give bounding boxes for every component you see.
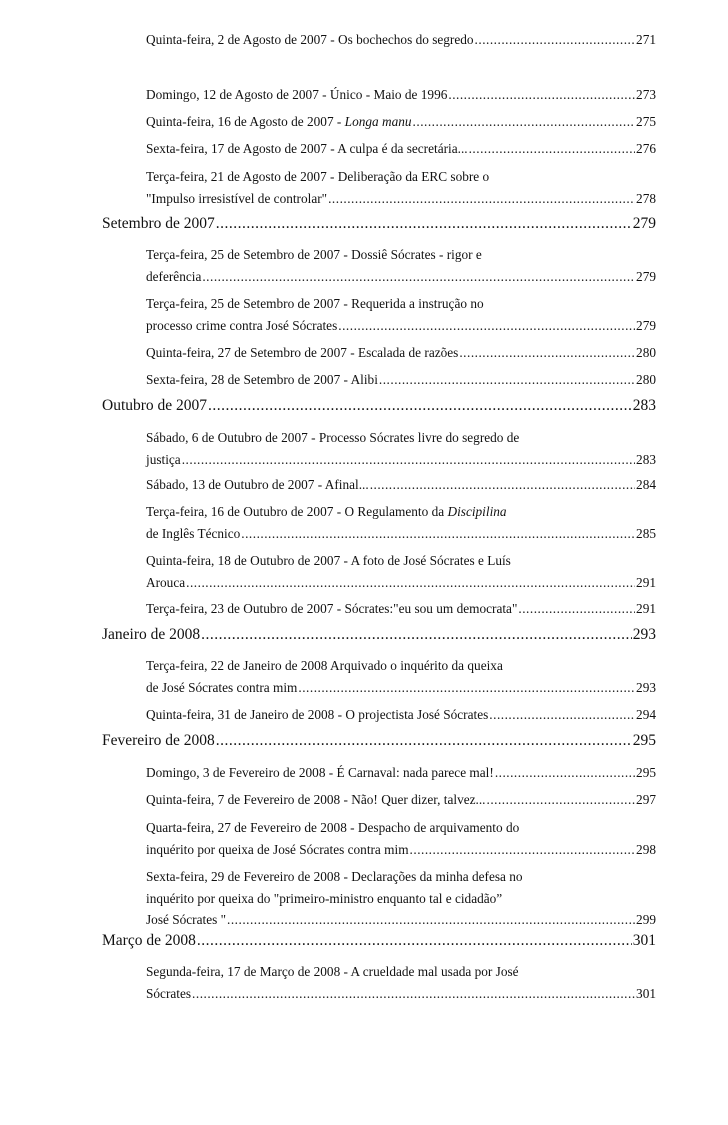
- entry-text: Sexta-feira, 17 de Agosto de 2007 - A culpa é da secretária...: [146, 141, 468, 156]
- entry-text: Domingo, 12 de Agosto de 2007 - Único - Maio de 1996: [146, 87, 448, 102]
- toc-entry-line: [146, 369, 656, 391]
- toc-entry-line: [146, 909, 656, 931]
- dot-leader: [298, 677, 635, 699]
- entry-title-text: [146, 762, 494, 784]
- entry-text: Quinta-feira, 27 de Setembro de 2007 - Escalada de razões: [146, 345, 459, 360]
- entry-page-number: 280: [636, 372, 656, 387]
- entry-title-text: [146, 550, 511, 572]
- entry-italic-text: Longa manu: [344, 114, 412, 129]
- section-page-number: 283: [632, 397, 656, 414]
- toc-entry-line: [146, 983, 656, 1005]
- dot-leader: [208, 397, 632, 415]
- toc-entry-line: [146, 449, 656, 471]
- entry-page-number: 284: [636, 477, 656, 492]
- toc-entry[interactable]: [146, 166, 656, 209]
- dot-leader: [202, 266, 635, 288]
- dot-leader: [489, 704, 635, 726]
- entry-text: Terça-feira, 25 de Setembro de 2007 - Dossiê Sócrates - rigor e: [146, 247, 482, 262]
- entry-title-text: [146, 266, 201, 288]
- toc-entry-line: [146, 961, 656, 983]
- toc-entry-line: [146, 888, 656, 910]
- section-page-number: 301: [632, 932, 656, 949]
- entry-text: Sábado, 13 de Outubro de 2007 - Afinal...: [146, 477, 369, 492]
- entry-title-text: [146, 111, 412, 133]
- entry-title-text: [146, 342, 458, 364]
- toc-entry[interactable]: [146, 111, 656, 133]
- entry-title-text: [146, 474, 369, 496]
- entry-page-number: 299: [636, 912, 656, 927]
- toc-entry-line: [146, 523, 656, 545]
- entry-italic-text: Discipilina: [447, 504, 507, 519]
- toc-entry[interactable]: [146, 427, 656, 470]
- toc-entry[interactable]: [146, 29, 656, 51]
- dot-leader: [410, 839, 636, 861]
- dot-leader: [216, 215, 632, 233]
- entry-title-text: [146, 84, 447, 106]
- entry-title-text: [146, 704, 488, 726]
- entry-title-text: [146, 598, 517, 620]
- dot-leader: [379, 369, 635, 391]
- entry-title-text: [146, 166, 489, 188]
- dot-leader: [197, 932, 632, 950]
- entry-text: Terça-feira, 23 de Outubro de 2007 - Sócrates:"eu sou um democrata": [146, 601, 518, 616]
- section-title: Março de 2008: [102, 932, 196, 949]
- toc-entry-line: [146, 550, 656, 572]
- entry-text: justiça: [146, 451, 181, 467]
- toc-section-heading[interactable]: [102, 932, 656, 950]
- toc-entry-line: [146, 762, 656, 784]
- toc-entry[interactable]: [146, 866, 656, 931]
- toc-entry-line: [146, 188, 656, 210]
- entry-text: Terça-feira, 16 de Outubro de 2007 - O Regulamento da: [146, 504, 448, 519]
- entry-page-number: 283: [636, 451, 656, 467]
- toc-entry[interactable]: [146, 244, 656, 287]
- section-title: Setembro de 2007: [102, 215, 215, 232]
- dot-leader: [216, 732, 632, 750]
- toc-entry-line: [146, 315, 656, 337]
- toc-entry[interactable]: [146, 961, 656, 1004]
- entry-text: inquérito por queixa de José Sócrates contra mim: [146, 841, 409, 857]
- entry-title-text: [146, 29, 474, 51]
- toc-entry-line: [146, 427, 656, 449]
- entry-page-number: 295: [636, 765, 656, 780]
- toc-entry-line: [146, 29, 656, 51]
- entry-title-text: [146, 961, 519, 983]
- toc-entry-line: [146, 266, 656, 288]
- toc-entry[interactable]: [146, 598, 656, 620]
- toc-entry[interactable]: [146, 817, 656, 860]
- entry-text: Sócrates: [146, 985, 192, 1001]
- entry-text: processo crime contra José Sócrates: [146, 317, 338, 333]
- entry-title-text: [146, 655, 503, 677]
- dot-leader: [448, 84, 635, 106]
- entry-text: Sexta-feira, 29 de Fevereiro de 2008 - Declarações da minha defesa no: [146, 869, 523, 884]
- entry-text: Quinta-feira, 31 de Janeiro de 2008 - O projectista José Sócrates: [146, 707, 489, 722]
- toc-section-heading[interactable]: [102, 215, 656, 233]
- entry-title-text: [146, 427, 519, 449]
- toc-section-heading[interactable]: [102, 397, 656, 415]
- entry-page-number: 291: [636, 601, 656, 616]
- toc-entry-line: [146, 839, 656, 861]
- entry-text: José Sócrates ": [146, 912, 227, 927]
- toc-entry[interactable]: [146, 762, 656, 784]
- toc-entry-line: [146, 704, 656, 726]
- toc-entry-line: [146, 293, 656, 315]
- entry-title-text: [146, 293, 484, 315]
- toc-entry-line: [146, 572, 656, 594]
- entry-title-text: [146, 839, 409, 861]
- toc-entry-line: [146, 111, 656, 133]
- entry-text: "Impulso irresistível de controlar": [146, 190, 328, 206]
- toc-entry[interactable]: [146, 655, 656, 698]
- entry-title-text: [146, 572, 185, 594]
- entry-text: deferência: [146, 268, 202, 284]
- dot-leader: [518, 598, 635, 620]
- entry-page-number: 279: [636, 317, 656, 333]
- entry-title-text: [146, 449, 181, 471]
- section-title: Fevereiro de 2008: [102, 732, 215, 749]
- toc-entry-line: [146, 474, 656, 496]
- dot-leader: [241, 523, 635, 545]
- toc-entry[interactable]: [146, 138, 656, 160]
- toc-section-heading[interactable]: [102, 732, 656, 750]
- section-page-number: 295: [632, 732, 656, 749]
- entry-text: de José Sócrates contra mim: [146, 679, 298, 695]
- toc-entry[interactable]: [146, 84, 656, 106]
- dot-leader: [475, 29, 636, 51]
- entry-title-text: [146, 677, 297, 699]
- toc-entry-line: [146, 501, 656, 523]
- entry-title-text: [146, 315, 337, 337]
- entry-text: Arouca: [146, 574, 186, 590]
- entry-page-number: 297: [636, 792, 656, 807]
- entry-title-text: [146, 909, 226, 931]
- entry-title-text: [146, 888, 502, 910]
- toc-entry-line: [146, 677, 656, 699]
- entry-text: Quinta-feira, 18 de Outubro de 2007 - A foto de José Sócrates e Luís: [146, 553, 511, 568]
- dot-leader: [182, 449, 635, 471]
- entry-title-text: [146, 817, 519, 839]
- toc-entry[interactable]: [146, 501, 656, 544]
- toc-entry-line: [146, 138, 656, 160]
- dot-leader: [469, 138, 635, 160]
- entry-text: Quinta-feira, 2 de Agosto de 2007 - Os bochechos do segredo: [146, 32, 474, 47]
- section-title: Janeiro de 2008: [102, 626, 201, 643]
- toc-entry-line: [146, 789, 656, 811]
- dot-leader: [495, 762, 635, 784]
- entry-text: Terça-feira, 25 de Setembro de 2007 - Requerida a instrução no: [146, 296, 484, 311]
- entry-text: Sexta-feira, 28 de Setembro de 2007 - Alibi: [146, 372, 378, 387]
- toc-entry-line: [146, 598, 656, 620]
- section-page-number: 293: [632, 626, 656, 643]
- entry-title-text: [146, 789, 486, 811]
- toc-entry-line: [146, 342, 656, 364]
- entry-title-text: [146, 866, 523, 888]
- entry-page-number: 298: [636, 841, 656, 857]
- entry-page-number: 276: [636, 141, 656, 156]
- toc-entry-line: [146, 166, 656, 188]
- toc-entry[interactable]: [146, 369, 656, 391]
- dot-leader: [201, 626, 632, 644]
- dot-leader: [370, 474, 635, 496]
- entry-text: Quinta-feira, 7 de Fevereiro de 2008 - Não! Quer dizer, talvez...: [146, 792, 486, 807]
- entry-text: Quarta-feira, 27 de Fevereiro de 2008 - Despacho de arquivamento do: [146, 820, 520, 835]
- section-title: Outubro de 2007: [102, 397, 208, 414]
- entry-title-text: [146, 983, 191, 1005]
- dot-leader: [338, 315, 635, 337]
- entry-text: de Inglês Técnico: [146, 525, 241, 541]
- toc-entry[interactable]: [146, 293, 656, 336]
- toc-entry-line: [146, 817, 656, 839]
- entry-text: Quinta-feira, 16 de Agosto de 2007 -: [146, 114, 345, 129]
- entry-page-number: 285: [636, 525, 656, 541]
- entry-page-number: 279: [636, 268, 656, 284]
- entry-page-number: 294: [636, 707, 656, 722]
- entry-text: inquérito por queixa do "primeiro-ministro enquanto tal e cidadão”: [146, 890, 503, 906]
- entry-text: Domingo, 3 de Fevereiro de 2008 - É Carnaval: nada parece mal!: [146, 765, 494, 780]
- dot-leader: [186, 572, 635, 594]
- toc-entry[interactable]: [146, 550, 656, 593]
- entry-text: Segunda-feira, 17 de Março de 2008 - A crueldade mal usada por José: [146, 964, 519, 979]
- dot-leader: [459, 342, 635, 364]
- entry-page-number: 291: [636, 574, 656, 590]
- dot-leader: [192, 983, 635, 1005]
- entry-page-number: 293: [636, 679, 656, 695]
- toc-entry[interactable]: [146, 342, 656, 364]
- entry-text: Terça-feira, 21 de Agosto de 2007 - Deliberação da ERC sobre o: [146, 169, 490, 184]
- toc-entry-line: [146, 655, 656, 677]
- entry-page-number: 275: [636, 114, 656, 129]
- dot-leader: [328, 188, 635, 210]
- entry-page-number: 273: [636, 87, 656, 102]
- entry-title-text: [146, 244, 482, 266]
- toc-entry[interactable]: [146, 704, 656, 726]
- entry-text: Sábado, 6 de Outubro de 2007 - Processo Sócrates livre do segredo de: [146, 430, 520, 445]
- toc-entry-line: [146, 866, 656, 888]
- entry-page-number: 271: [636, 32, 656, 47]
- toc-entry[interactable]: [146, 789, 656, 811]
- dot-leader: [413, 111, 636, 133]
- toc-entry[interactable]: [146, 474, 656, 496]
- entry-title-text: [146, 138, 468, 160]
- entry-title-text: [146, 188, 327, 210]
- section-page-number: 279: [632, 215, 656, 232]
- toc-entry-line: [146, 244, 656, 266]
- entry-page-number: 278: [636, 190, 656, 206]
- entry-page-number: 301: [636, 985, 656, 1001]
- toc-section-heading[interactable]: [102, 626, 656, 644]
- entry-text: Terça-feira, 22 de Janeiro de 2008 Arquivado o inquérito da queixa: [146, 658, 503, 673]
- entry-title-text: [146, 501, 507, 523]
- entry-page-number: 280: [636, 345, 656, 360]
- entry-title-text: [146, 369, 378, 391]
- dot-leader: [487, 789, 636, 811]
- toc-entry-line: [146, 84, 656, 106]
- entry-title-text: [146, 523, 240, 545]
- dot-leader: [227, 909, 635, 931]
